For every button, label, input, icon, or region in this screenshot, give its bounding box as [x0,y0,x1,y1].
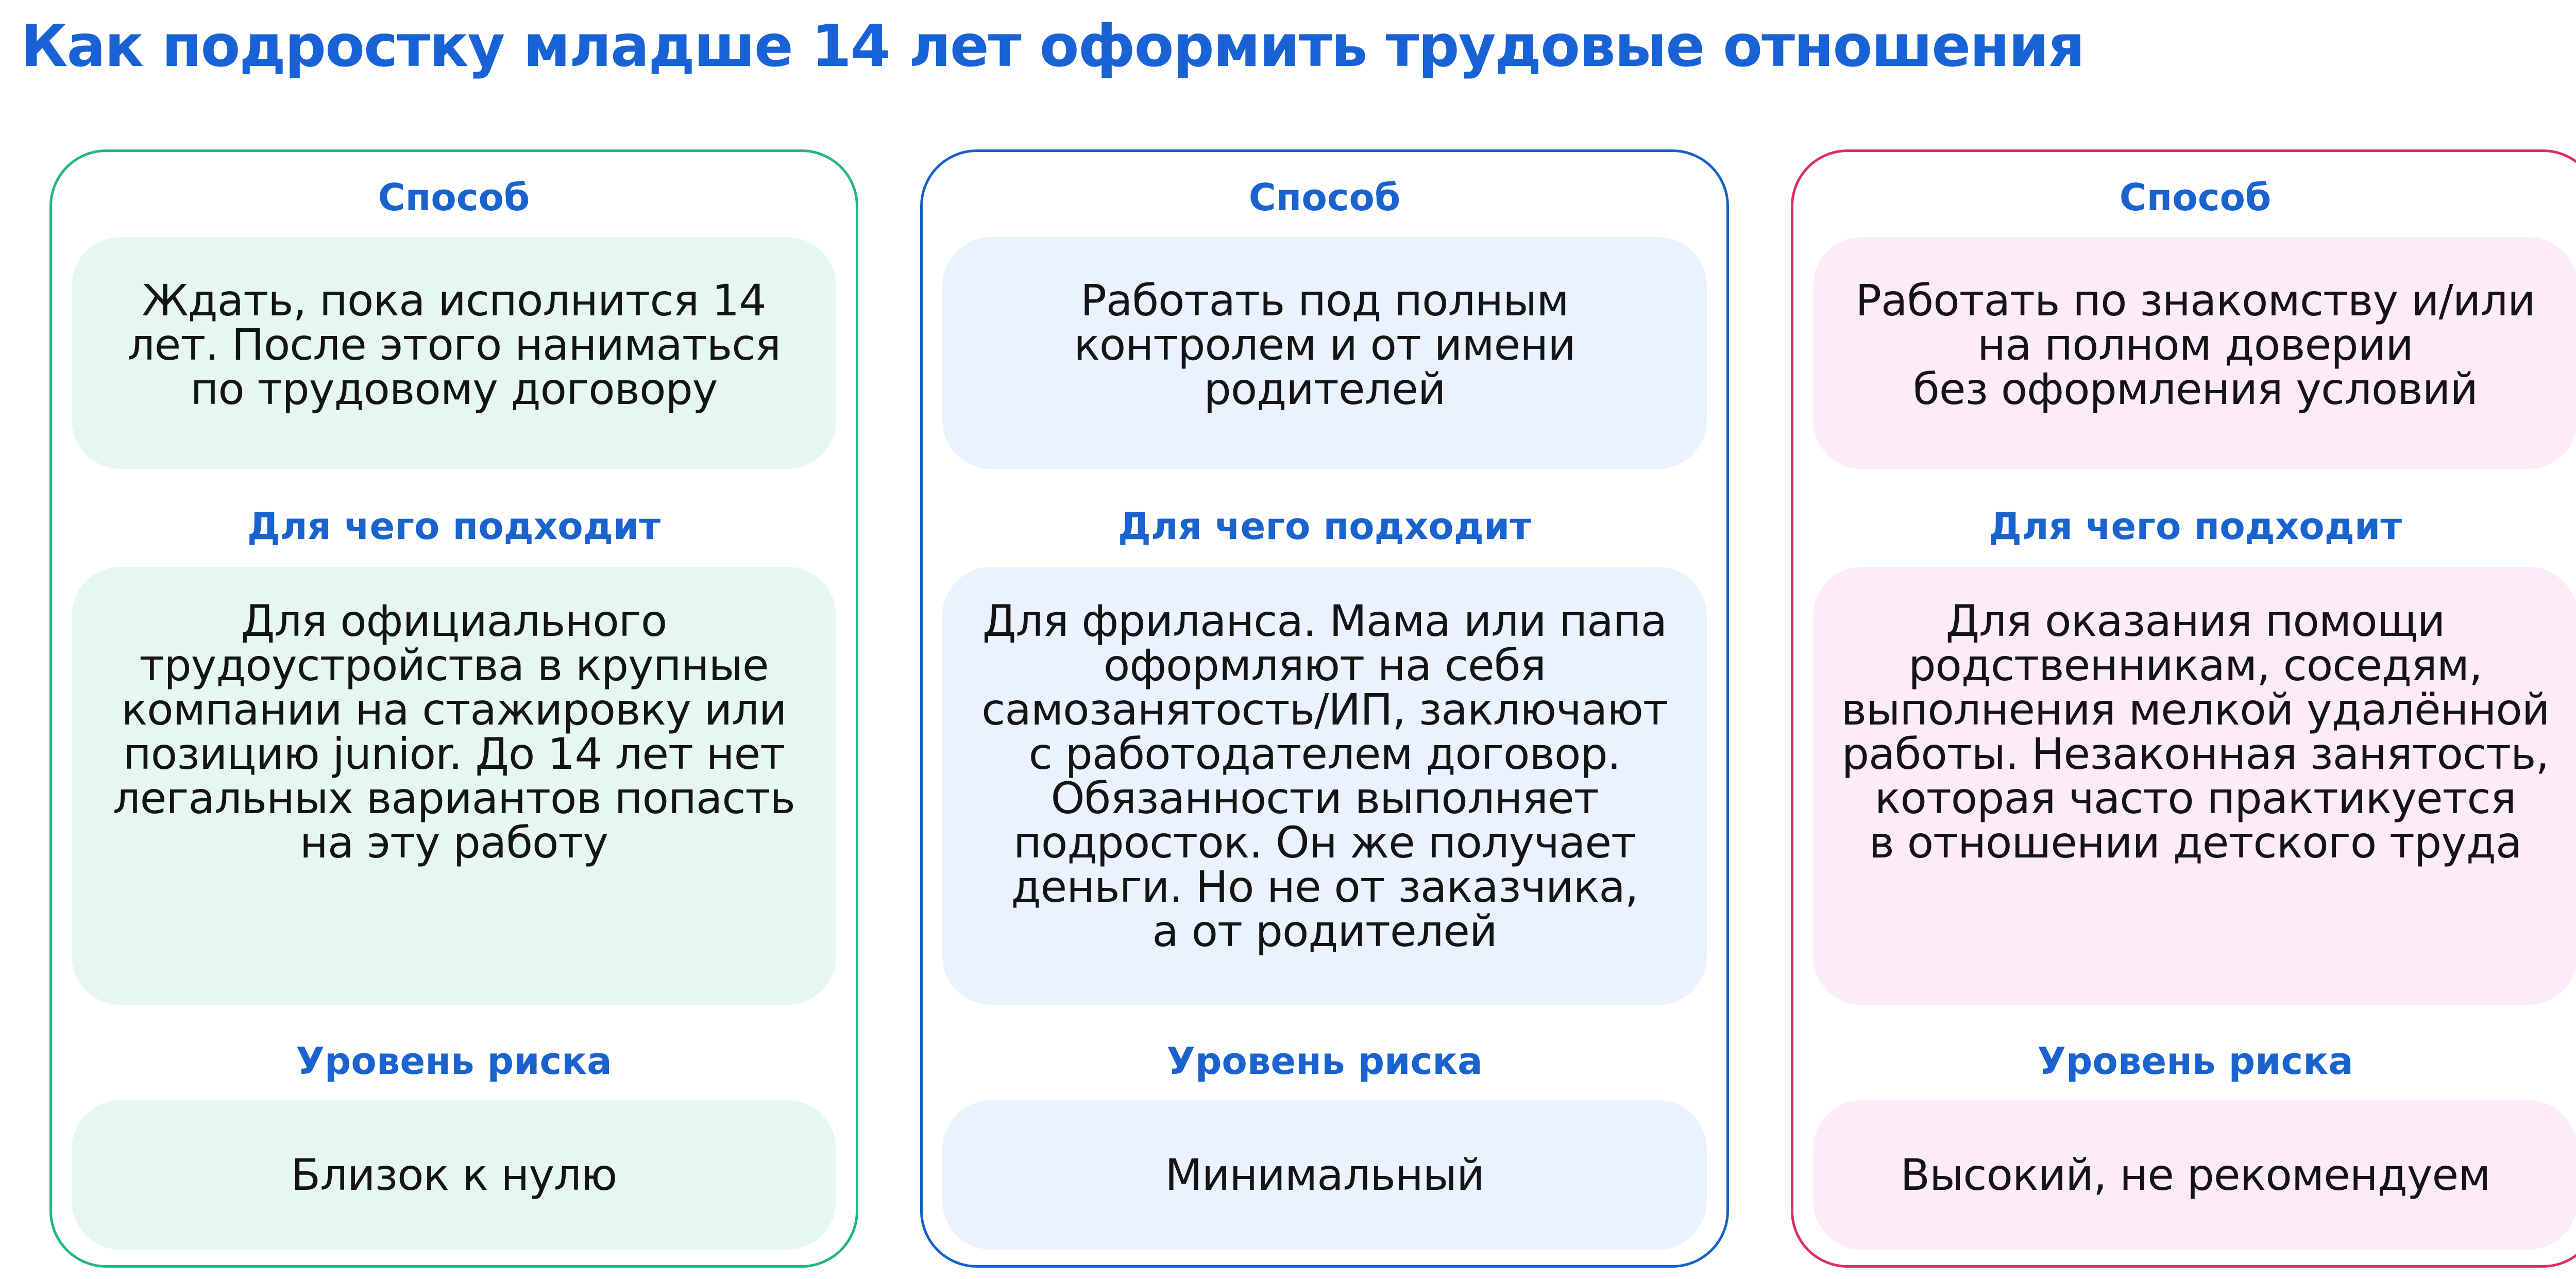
risk-value: Минимальный [942,1100,1707,1250]
risk-label: Уровень риска [296,1039,612,1083]
card-informal-work [1791,149,2576,1268]
card-wait-until-14 [49,149,858,1268]
way-label: Способ [378,176,530,219]
way-text: Работать под полным контролем и от имени родителей [942,237,1707,469]
use-text: Для оказания помощи родственникам, соседям, выполнения мелкой удалённой работы. Незаконная занятость, которая часто практикуется в отношении детского труда [1813,567,2576,1005]
risk-label: Уровень риска [1166,1039,1483,1083]
risk-value: Близок к нулю [72,1100,836,1250]
way-text: Ждать, пока исполнится 14 лет. После этого наниматься по трудовому договору [72,237,836,469]
card-parents-control [920,149,1729,1268]
use-text: Для официального трудоустройства в крупные компании на стажировку или позицию junior. До 14 лет нет легальных вариантов попасть на эту работу [72,567,836,1005]
way-text: Работать по знакомству и/или на полном доверии без оформления условий [1813,237,2576,469]
way-label: Способ [1248,176,1401,219]
use-label: Для чего подходит [1117,504,1532,548]
use-label: Для чего подходит [1988,504,2402,548]
page-title: Как подростку младше 14 лет оформить трудовые отношения [21,13,2084,80]
risk-value: Высокий, не рекомендуем [1813,1100,2576,1250]
use-text: Для фриланса. Мама или папа оформляют на себя самозанятость/ИП, заключают с работодателем договор. Обязанности выполняет подросток. Он же получает деньги. Но не от заказчика, а от родителей [942,567,1707,1005]
use-label: Для чего подходит [247,504,661,548]
way-label: Способ [2119,176,2272,219]
risk-label: Уровень риска [2037,1039,2353,1083]
